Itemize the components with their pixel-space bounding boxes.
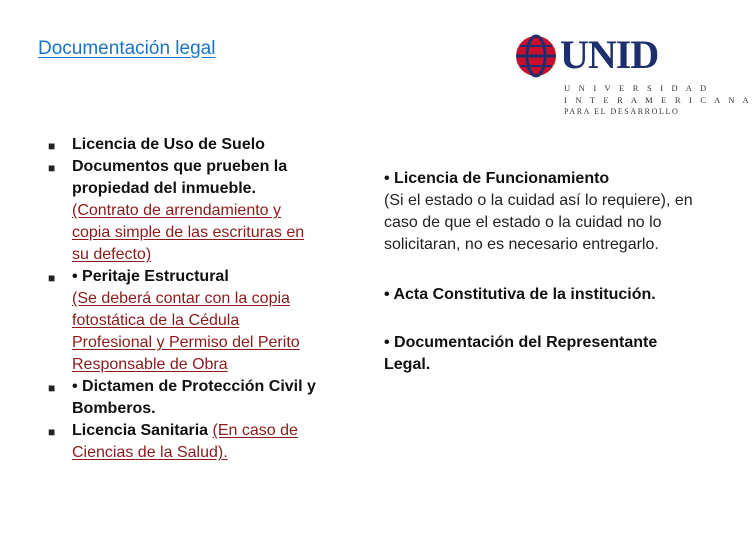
list-item — [48, 420, 320, 464]
square-bullet-icon: ■ — [48, 425, 56, 439]
block-head: • Acta Constitutiva de la institución. — [384, 286, 656, 303]
square-bullet-icon: ■ — [48, 381, 56, 395]
square-bullet-icon: ■ — [48, 271, 56, 285]
square-bullet-icon: ■ — [48, 139, 56, 153]
globe-icon — [514, 34, 558, 78]
item-note-link[interactable]: (Contrato de arrendamiento y copia simple de las escrituras en su defecto) — [72, 202, 305, 263]
logo-line-3: PARA EL DESARROLLO — [564, 107, 680, 116]
item-head: • Dictamen de Protección Civil y Bomberos. — [72, 378, 316, 417]
list-item — [48, 156, 320, 266]
page-title[interactable]: Documentación legal — [38, 38, 216, 59]
unid-logo — [514, 30, 752, 120]
block-body: (Si el estado o la cuidad así lo requiere), en caso de que el estado o la cuidad no lo solicitaran, no es necesario entregarlo. — [384, 192, 693, 253]
item-head: Licencia Sanitaria — [72, 422, 209, 439]
logo-wordmark: UNID — [560, 32, 659, 77]
list-item — [48, 134, 320, 156]
list-item — [48, 376, 320, 420]
logo-line-1: U N I V E R S I D A D — [564, 83, 710, 93]
logo-line-2: I N T E R A M E R I C A N A — [564, 95, 752, 105]
block-head: • Licencia de Funcionamiento — [384, 170, 610, 187]
item-head: • Peritaje Estructural — [72, 268, 229, 285]
right-block — [384, 332, 696, 376]
item-head: Documentos que prueben la propiedad del inmueble. — [72, 158, 288, 197]
square-bullet-icon: ■ — [48, 161, 56, 175]
item-note-link[interactable]: (Se deberá contar con la copia fotostática de la Cédula Profesional y Permiso del Perito Responsable de Obra — [72, 290, 300, 373]
list-item — [48, 266, 320, 376]
block-head: • Documentación del Representante Legal. — [384, 334, 658, 373]
right-block — [384, 168, 696, 256]
item-head: Licencia de Uso de Suelo — [72, 136, 265, 153]
left-column — [48, 134, 320, 464]
item-inline-note-link[interactable]: (En caso de Ciencias de la Salud). — [72, 422, 298, 461]
right-block — [384, 284, 696, 306]
right-column — [384, 168, 696, 376]
